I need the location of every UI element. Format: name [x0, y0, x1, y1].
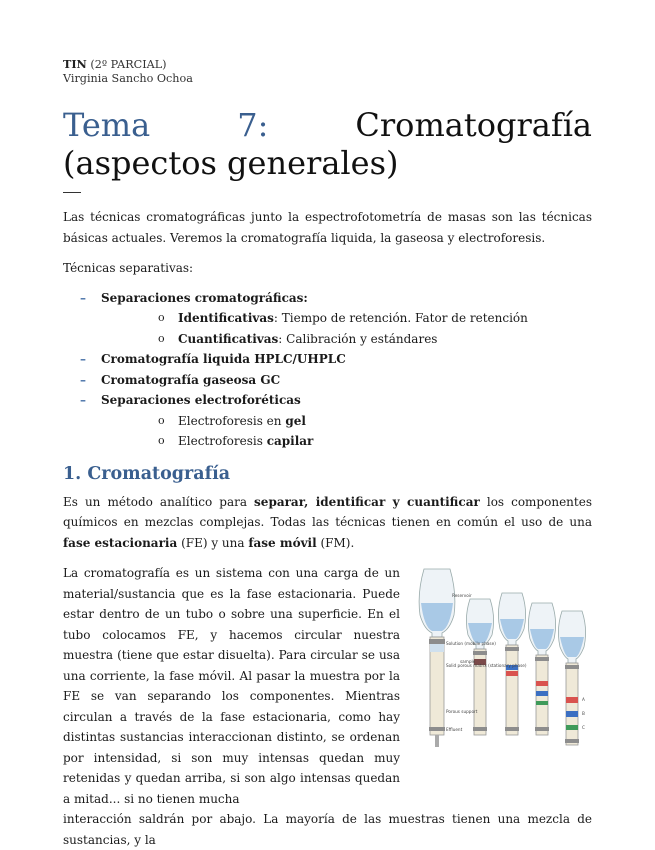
effluent-label: Effluent — [446, 727, 463, 732]
list-item: – Cromatografía liquida HPLC/UHPLC — [63, 349, 592, 370]
reservoir-label: Reservoir — [452, 593, 472, 598]
document-page — [63, 57, 592, 850]
column-4 — [528, 603, 555, 735]
partial-label: (2º PARCIAL) — [86, 58, 167, 71]
sub-list-item: o Electroforesis en gel — [101, 411, 592, 432]
document-header — [63, 57, 592, 86]
subject-label: TIN — [63, 57, 87, 71]
section-paragraph-1: Es un método analítico para separar, identificar y cuantificar los componentes químicos en mezclas complejas. Todas las técnicas tienen en común el uso de una fase estacionaria (FE) y una fase móvil (FM). — [63, 494, 592, 550]
solution-label: Solution (mobile phase) — [446, 641, 496, 646]
porous-label: Porous support — [446, 709, 478, 714]
band-a-label: A — [582, 697, 585, 702]
band-b-label: B — [582, 711, 585, 716]
chromatography-columns-figure — [412, 563, 592, 759]
figure-text-wrap — [63, 563, 592, 850]
section-heading: 1. Cromatografía — [63, 463, 231, 484]
sub-list-item: o Cuantificativas: Calibración y estándares — [101, 329, 592, 350]
column-1 — [419, 569, 455, 747]
list-item: – Separaciones electroforéticas o Electroforesis en gel o Electroforesis capilar — [63, 390, 592, 452]
title-text: Cromatografía (aspectos generales) — [63, 106, 592, 182]
band-c-label: C — [582, 725, 585, 730]
intro-paragraph: Las técnicas cromatográficas junto la espectrofotometría de masas son las técnicas básicas actuales. Veremos la cromatografía liquida, la gaseosa y electroforesis. — [63, 210, 592, 245]
sample-label: sample — [460, 659, 476, 664]
page-title — [63, 106, 592, 182]
sub-list-item: o Electroforesis capilar — [101, 431, 592, 452]
sub-list-item: o Identificativas: Tiempo de retención. Fator de retención — [101, 308, 592, 329]
title-divider — [63, 192, 81, 193]
techniques-list — [63, 288, 592, 452]
section-paragraph-2: La cromatografía es un sistema con una carga de un material/sustancia que es la fase estacionaria. Puede estar dentro de un tubo o sobre una superficie. En el tubo colocamos FE, y hacemos circular nuestra muestra (tiene que estar disuelta). Para circular se usa una corriente, la fase móvil. Al pasar la muestra por la FE se van separando los componentes. Mientras circulan a través de la fase estacionaria, como hay distintas sustancias interaccionan distinto, se ordenan por intensidad, si son muy intensas quedan muy retenidas y quedan arriba, si son algo intensas quedan a mitad... si no tienen mucha — [63, 566, 400, 806]
author-label: Virginia Sancho Ochoa — [63, 72, 193, 85]
list-item: – Separaciones cromatográficas: o Identificativas: Tiempo de retención. Fator de retención o Cuantificativas: Calibración y estándares — [63, 288, 592, 350]
list-item: – Cromatografía gaseosa GC — [63, 370, 592, 391]
solid-label: Solid porous matrix (stationary phase) — [446, 663, 527, 668]
techniques-label: Técnicas separativas: — [63, 261, 194, 275]
title-number: Tema 7: — [63, 106, 269, 144]
section-paragraph-2-cont: interacción saldrán por abajo. La mayoría de las muestras tienen una mezcla de sustancias, y la — [63, 812, 592, 847]
